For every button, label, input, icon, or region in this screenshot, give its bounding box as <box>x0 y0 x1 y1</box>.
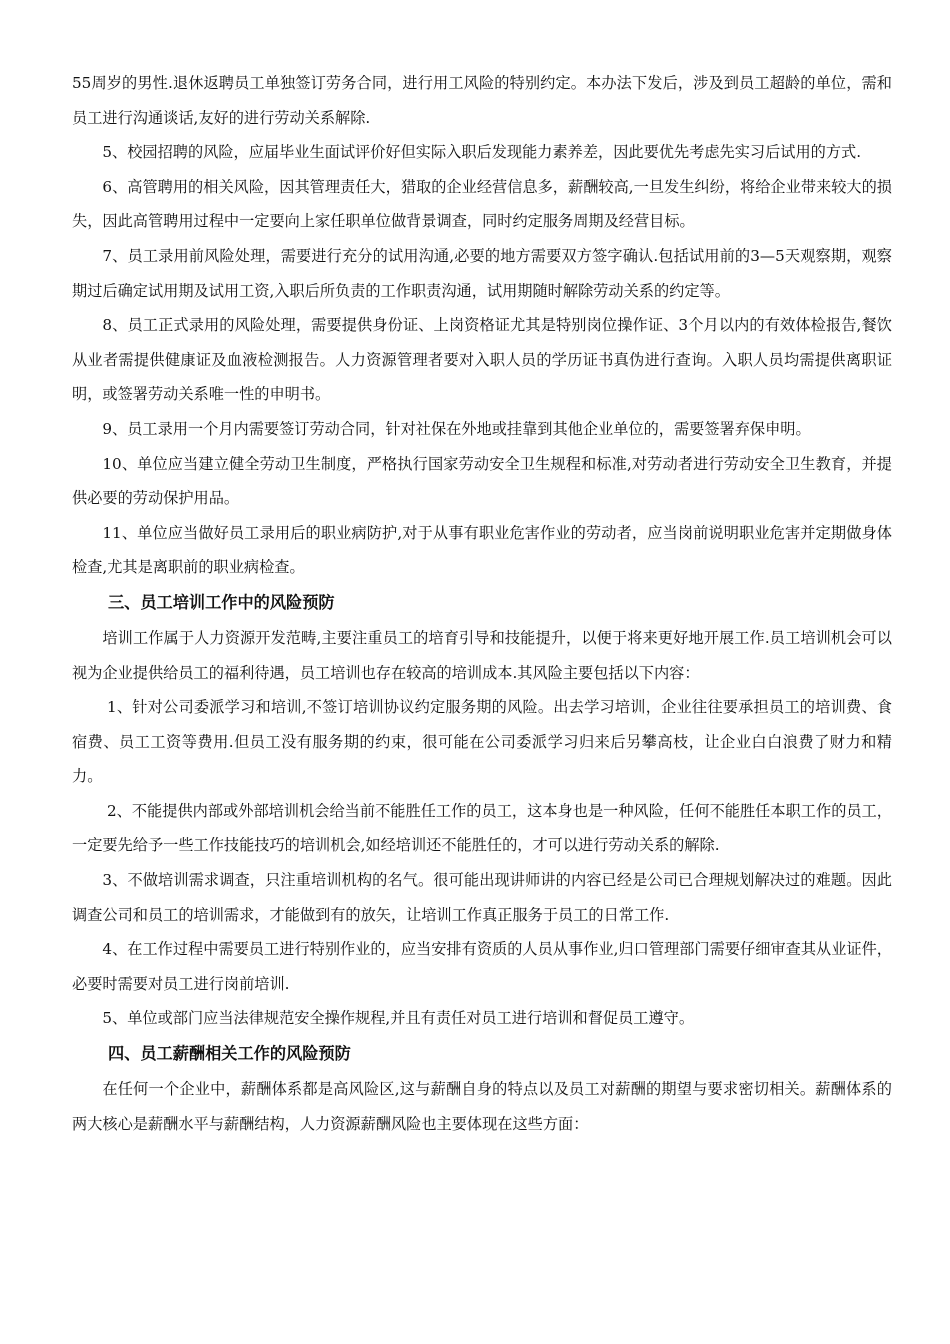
paragraph-occupational-disease: 11、单位应当做好员工录用后的职业病防护,对于从事有职业危害作业的劳动者，应当岗前说明职业危害并定期做身体检查,尤其是离职前的职业病检查。 <box>72 523 892 577</box>
paragraph-training-agreement: 1、针对公司委派学习和培训,不签订培训协议约定服务期的风险。出去学习培训，企业往往要承担员工的培训费、食宿费、员工工资等费用.但员工没有服务期的约束，很可能在公司委派学习归来后另攀高枝，让企业白白浪费了财力和精力。 <box>72 698 892 786</box>
paragraph-campus-recruitment: 5、校园招聘的风险，应届毕业生面试评价好但实际入职后发现能力素养差，因此要优先考虑先实习后试用的方式. <box>102 143 862 162</box>
paragraph-special-operations: 4、在工作过程中需要员工进行特别作业的，应当安排有资质的人员从事作业,归口管理部门需要仔细审查其从业证件，必要时需要对员工进行岗前培训. <box>72 940 892 993</box>
document-page <box>72 66 892 1141</box>
paragraph-labor-safety: 10、单位应当建立健全劳动卫生制度，严格执行国家劳动安全卫生规程和标准,对劳动者进行劳动安全卫生教育，并提供必要的劳动保护用品。 <box>72 454 892 508</box>
paragraph-safety-procedures: 5、单位或部门应当法律规范安全操作规程,并且有责任对员工进行培训和督促员工遵守。 <box>102 1009 695 1028</box>
paragraph-training-intro: 培训工作属于人力资源开发范畴,主要注重员工的培育引导和技能提升，以便于将来更好地开展工作.员工培训机会可以视为企业提供给员工的福利待遇，员工培训也存在较高的培训成本.其风险主要包括以下内容： <box>72 628 892 682</box>
paragraph-compensation-intro: 在任何一个企业中，薪酬体系都是高风险区,这与薪酬自身的特点以及员工对薪酬的期望与要求密切相关。薪酬体系的两大核心是薪酬水平与薪酬结构，人力资源薪酬风险也主要体现在这些方面： <box>72 1080 892 1133</box>
section-heading-training: 三、员工培训工作中的风险预防 <box>108 592 335 612</box>
paragraph-training-opportunity: 2、不能提供内部或外部培训机会给当前不能胜任工作的员工，这本身也是一种风险，任何不能胜任本职工作的员工，一定要先给予一些工作技能技巧的培训机会,如经培训还不能胜任的，才可以进行劳动关系的解除. <box>72 801 892 855</box>
paragraph-formal-hire-risk: 8、员工正式录用的风险处理，需要提供身份证、上岗资格证尤其是特别岗位操作证、3个月以内的有效体检报告,餐饮从业者需提供健康证及血液检测报告。人力资源管理者要对入职人员的学历证书真伪进行查询。入职人员均需提供离职证明，或签署劳动关系唯一性的申明书。 <box>72 316 892 404</box>
paragraph-training-needs: 3、不做培训需求调查，只注重培训机构的名气。很可能出现讲师讲的内容已经是公司已合理规划解决过的难题。因此调查公司和员工的培训需求，才能做到有的放矢，让培训工作真正服务于员工的日常工作. <box>72 871 892 924</box>
paragraph-retirement-rehire: 55周岁的男性.退休返聘员工单独签订劳务合同，进行用工风险的特别约定。本办法下发后，涉及到员工超龄的单位，需和员工进行沟通谈话,友好的进行劳动关系解除. <box>72 74 892 127</box>
section-heading-compensation: 四、员工薪酬相关工作的风险预防 <box>108 1044 351 1064</box>
paragraph-executive-hiring: 6、高管聘用的相关风险，因其管理责任大，猎取的企业经营信息多，薪酬较高,一旦发生纠纷，将给企业带来较大的损失，因此高管聘用过程中一定要向上家任职单位做背景调查，同时约定服务周期及经营目标。 <box>72 177 892 231</box>
paragraph-labor-contract: 9、员工录用一个月内需要签订劳动合同，针对社保在外地或挂靠到其他企业单位的，需要签署弃保申明。 <box>102 419 811 438</box>
paragraph-pre-hire-risk: 7、员工录用前风险处理，需要进行充分的试用沟通,必要的地方需要双方签字确认.包括试用前的3—5天观察期，观察期过后确定试用期及试用工资,入职后所负责的工作职责沟通，试用期随时解除劳动关系的约定等。 <box>72 246 892 300</box>
